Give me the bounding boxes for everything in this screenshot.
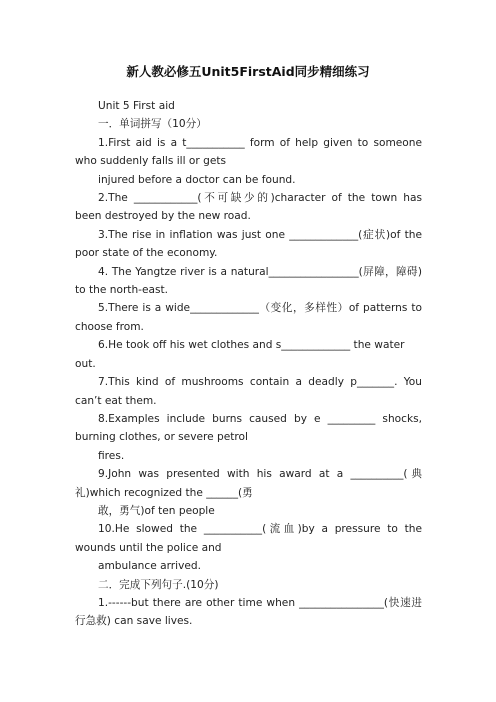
text-line: 4. The Yangtze river is a natural_________________(屏障，障碍) to the north-east.: [75, 265, 422, 297]
text-line: 7.This kind of mushrooms contain a deadly p_______. You can’t eat them.: [75, 376, 422, 407]
text-line: fires.: [98, 449, 125, 462]
text-line: 9.John was presented with his award at a __________(典礼)which recognized the ______(勇: [75, 468, 422, 499]
text-line: ambulance arrived.: [98, 560, 201, 573]
text-line: 6.He took off his wet clothes and s_____________ the water out.: [75, 339, 405, 370]
document-body: [75, 97, 422, 631]
text-line: 敢，勇气)of ten people: [98, 504, 215, 517]
text-line: 10.He slowed the ___________(流血)by a pressure to the wounds until the police and: [75, 523, 422, 554]
text-line: 3.The rise in inflation was just one _____________(症状)of the poor state of the economy.: [75, 228, 422, 260]
text-line: 二．完成下列句子.(10分): [98, 578, 219, 591]
text-line: Unit 5 First aid: [98, 100, 175, 112]
document-title: 新人教必修五Unit5FirstAid同步精细练习: [126, 64, 370, 79]
text-line: 1.First aid is a t___________ form of help given to someone who suddenly falls ill or gets: [75, 136, 422, 168]
text-line: injured before a doctor can be found.: [98, 173, 296, 186]
text-line: 5.There is a wide_____________（变化，多样性）of patterns to choose from.: [75, 302, 422, 333]
text-line: 一．单词拼写（10分）: [98, 118, 207, 131]
text-line: 2.The ____________(不可缺少的)character of the town has been destroyed by the new road.: [75, 192, 422, 223]
text-line: 8.Examples include burns caused by e _________ shocks, burning clothes, or severe petrol: [75, 412, 422, 444]
text-line: 1.------but there are other time when ________________(快速进行急救) can save lives.: [75, 596, 422, 628]
